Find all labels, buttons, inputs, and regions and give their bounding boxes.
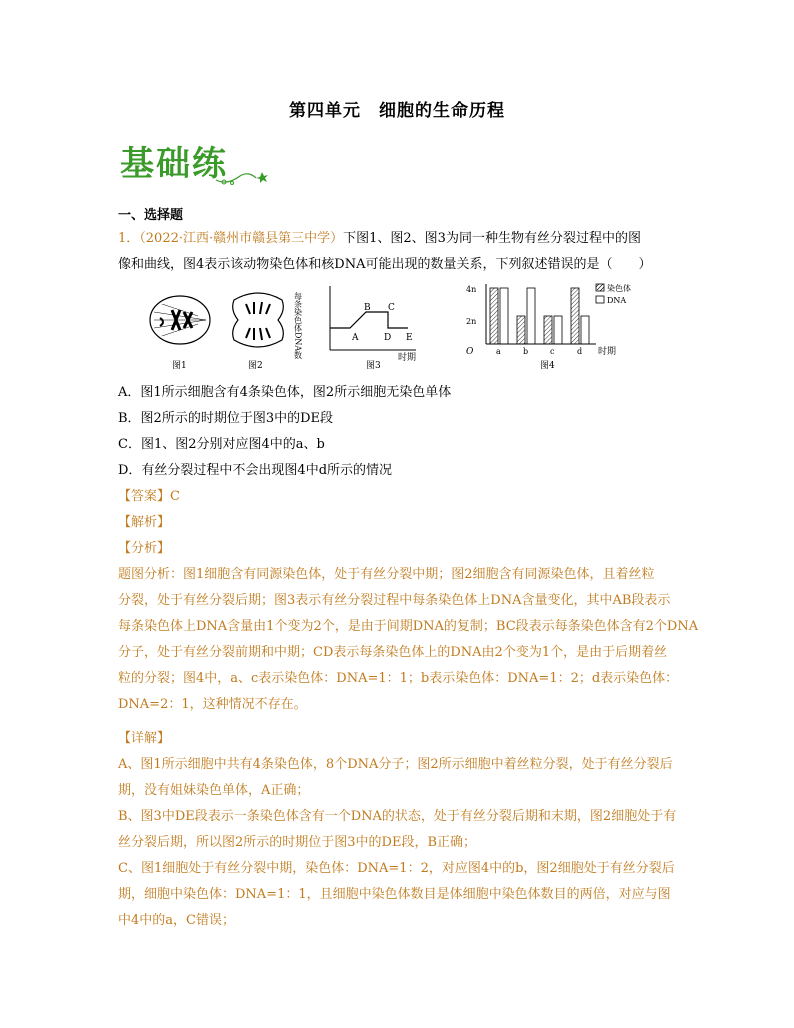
figure-2-caption: 图2 <box>248 361 263 371</box>
question-line-2: 像和曲线，图4表示该动物染色体和核DNA可能出现的数量关系，下列叙述错误的是（ ） <box>118 257 652 272</box>
figure-4-category-label: b <box>523 347 529 356</box>
figure-3-point-c: C <box>388 303 395 313</box>
figure-4-legend-dna: DNA <box>607 296 627 305</box>
analysis-line: 粒的分裂；图4中，a、c表示染色体：DNA=1：1；b表示染色体：DNA=1：2；d表示染色体： <box>118 671 679 686</box>
figure-4-bar-chart <box>466 283 631 357</box>
option-a: A．图1所示细胞含有4条染色体，图2所示细胞无染色单体 <box>118 385 452 400</box>
figure-3-point-b: B <box>364 303 371 313</box>
analysis-line: 分子，处于有丝分裂前期和中期；CD表示每条染色体上的DNA由2个变为1个，是由于后期着丝 <box>118 645 668 660</box>
analysis-line: 分裂，处于有丝分裂后期；图3表示有丝分裂过程中每条染色体上DNA含量变化，其中AB段表示 <box>118 593 671 608</box>
figure-4-bar-a-chromosome <box>490 288 498 344</box>
question-line-1 <box>118 230 641 248</box>
question-source: （2022·江西·赣州市赣县第三中学） <box>139 231 344 246</box>
figure-4-legend-dna-swatch <box>596 296 604 303</box>
figure-4-origin: O <box>466 347 474 357</box>
figure-4-category-label: a <box>496 347 501 356</box>
figure-1-caption: 图1 <box>172 361 187 371</box>
page-title: 第四单元 细胞的生命历程 <box>289 101 505 121</box>
analysis-line: 题图分析：图1细胞含有同源染色体，处于有丝分裂中期；图2细胞含有同源染色体，且着丝粒 <box>118 567 655 582</box>
vine-decoration-icon <box>120 136 280 196</box>
figure-4-legend-chromosome: 染色体 <box>607 284 631 293</box>
figure-4-bar-b-dna <box>527 288 535 344</box>
detail-label: 【详解】 <box>118 731 171 746</box>
figure-4-category-label: d <box>577 347 583 356</box>
detail-line: A、图1所示细胞中共有4条染色体，8个DNA分子；图2所示细胞中着丝粒分裂，处于有丝分裂后 <box>118 757 673 772</box>
figure-3-point-d: D <box>384 333 392 343</box>
detail-line: 丝分裂后期，所以图2所示的时期位于图3中的DE段，B正确； <box>118 835 477 850</box>
section-title: 一、选择题 <box>118 208 184 223</box>
figure-4-category-label: c <box>550 347 555 356</box>
option-b: B．图2所示的时期位于图3中的DE段 <box>118 411 334 426</box>
figure-4-bar-c-dna <box>554 316 562 344</box>
figure-3-point-a: A <box>352 333 359 343</box>
figure-4-bar-c-chromosome <box>544 316 552 344</box>
figure-3-ylabel: 每条染色体DNA数 <box>293 292 303 360</box>
analysis-line: DNA=2：1，这种情况不存在。 <box>118 697 307 712</box>
figure-3-xlabel: 时期 <box>398 353 417 363</box>
figure-3-caption: 图3 <box>366 361 381 371</box>
section-banner <box>120 136 280 196</box>
figure-1-cell-diagram <box>150 296 210 344</box>
figure-4-bar-d-chromosome <box>571 288 579 344</box>
detail-line: B、图3中DE段表示一条染色体含有一个DNA的状态，处于有丝分裂后期和末期，图2细胞处于有 <box>118 809 677 824</box>
analysis-line: 每条染色体上DNA含量由1个变为2个，是由于间期DNA的复制；BC段表示每条染色体含有2个DNA <box>118 619 699 634</box>
banner-text: 基础练 <box>120 144 228 184</box>
figure-4-caption: 图4 <box>540 361 555 371</box>
figure-4-bar-b-chromosome <box>517 316 525 344</box>
detail-line: 中4中的a，C错误； <box>118 913 235 928</box>
figure-4-xlabel: 时期 <box>598 347 617 357</box>
figure-4-bar-d-dna <box>581 316 589 344</box>
figure-4-ytick-2n: 2n <box>466 317 477 326</box>
figure-2-cell-diagram <box>233 293 284 347</box>
figure-3-line-graph <box>294 286 417 363</box>
detail-line: C、图1细胞处于有丝分裂中期，染色体：DNA=1：2，对应图4中的b，图2细胞处于有丝分裂后 <box>118 861 675 876</box>
jiexi-label: 【解析】 <box>118 515 171 530</box>
option-c: C．图1、图2分别对应图4中的a、b <box>118 437 325 452</box>
fenxi-label: 【分析】 <box>118 541 171 556</box>
detail-line: 期，没有姐妹染色单体，A正确； <box>118 783 310 798</box>
question-text-1: 下图1、图2、图3为同一种生物有丝分裂过程中的图 <box>343 231 641 246</box>
figure-4-ytick-4n: 4n <box>466 285 477 294</box>
option-d: D．有丝分裂过程中不会出现图4中d所示的情况 <box>118 463 393 478</box>
detail-line: 期，细胞中染色体：DNA=1：1，且细胞中染色体数目是体细胞中染色体数目的两倍，对应与图 <box>118 887 671 902</box>
answer: 【答案】C <box>118 489 180 504</box>
figure-4-bar-a-dna <box>500 288 508 344</box>
question-figures <box>148 282 668 374</box>
figure-3-point-e: E <box>406 333 413 343</box>
question-number: 1． <box>118 231 140 246</box>
